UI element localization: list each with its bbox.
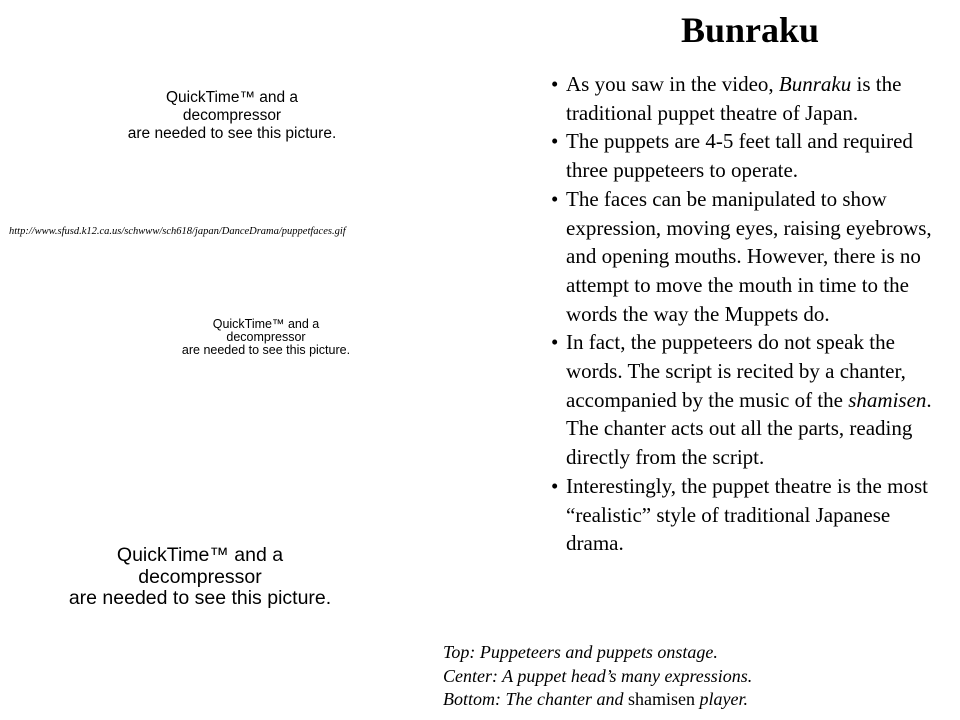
bullet-item — [551, 328, 951, 472]
bullet-text: The faces can be manipulated to show expression, moving eyes, raising eyebrows, and opening mouths. However, there is no attempt to move the mouth in time to the words the way the Muppets do. — [566, 186, 932, 326]
bullet-item — [551, 127, 951, 184]
placeholder-line: decompressor — [226, 330, 306, 344]
image-placeholder-center — [178, 318, 354, 357]
image-placeholder-top — [120, 89, 344, 143]
bullet-item — [551, 70, 951, 127]
bullet-text: is the traditional puppet theatre of Japan. — [566, 72, 902, 125]
placeholder-line: are needed to see this picture. — [181, 343, 351, 357]
caption-line — [443, 688, 863, 712]
bullet-text: The puppets are 4-5 feet tall and required three puppeteers to operate. — [566, 129, 913, 183]
placeholder-line: decompressor — [138, 565, 262, 588]
bullet-text: Interestingly, the puppet theatre is the most “realistic” style of traditional Japanese drama. — [566, 473, 928, 556]
bullet-list — [551, 70, 951, 558]
bullet-icon: • — [551, 72, 559, 96]
slide-title: Bunraku — [680, 10, 820, 50]
bullet-icon: • — [551, 186, 559, 211]
bullet-icon: • — [551, 129, 559, 154]
placeholder-line: are needed to see this picture. — [127, 125, 337, 142]
placeholder-line: decompressor — [182, 107, 282, 124]
bullet-emphasis: Bunraku — [778, 72, 852, 96]
caption-text: Bottom: The chanter and — [443, 689, 628, 709]
bullet-icon: • — [551, 330, 559, 355]
image-caption — [443, 641, 863, 712]
bullet-text: As you saw in the video, — [566, 72, 779, 96]
placeholder-line: are needed to see this picture. — [68, 587, 332, 609]
placeholder-line: QuickTime™ and a — [212, 317, 320, 331]
bullet-text: . The chanter acts out all the parts, reading directly from the script. — [566, 387, 932, 470]
bullet-icon: • — [551, 473, 559, 498]
bullet-emphasis: shamisen — [848, 387, 927, 412]
caption-line: Center: A puppet head’s many expressions. — [443, 665, 753, 686]
image-source-url: http://www.sfusd.k12.ca.us/schwww/sch618/japan/DanceDrama/puppetfaces.gif — [9, 226, 346, 237]
placeholder-line: QuickTime™ and a — [116, 544, 284, 566]
caption-text: player. — [694, 689, 748, 709]
caption-upright-text: shamisen — [627, 689, 695, 709]
image-placeholder-bottom — [60, 545, 340, 610]
bullet-text: In fact, the puppeteers do not speak the words. The script is recited by a chanter, accompanied by the music of the — [566, 330, 906, 412]
placeholder-line: QuickTime™ and a — [165, 89, 299, 106]
caption-line: Top: Puppeteers and puppets onstage. — [443, 642, 718, 662]
bullet-item — [551, 185, 951, 329]
bullet-item — [551, 472, 951, 558]
